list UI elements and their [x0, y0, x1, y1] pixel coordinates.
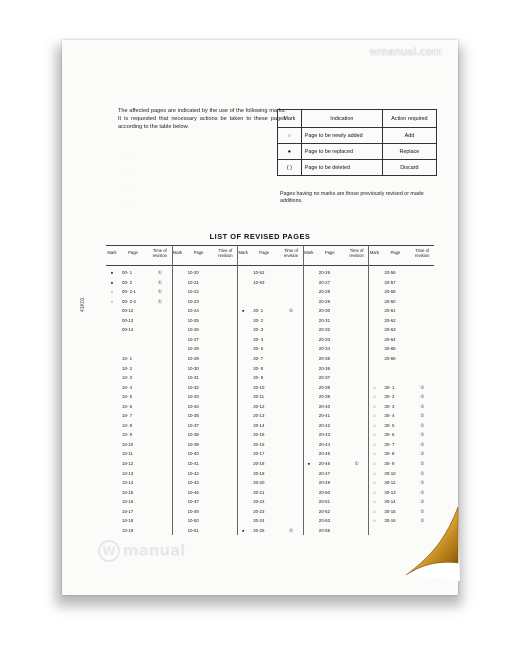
column-divider [303, 245, 304, 535]
row-page: 10-27 [187, 336, 199, 342]
row-page: 10-40 [187, 451, 199, 457]
watermark-w-icon: W [98, 540, 120, 562]
row-page: 10-16 [122, 499, 134, 505]
row-page: 20-55 [318, 527, 331, 533]
row-mark: ○ [373, 518, 376, 524]
legend-action-replace: Replace [382, 144, 436, 160]
row-page: 10-47 [187, 499, 199, 505]
row-page: 10-23 [187, 298, 199, 304]
row-mark: ● [110, 270, 114, 275]
bleed-through-mark: · · · · [122, 186, 133, 192]
row-revision: ① [420, 461, 425, 466]
row-page: 30- 2 [384, 394, 395, 400]
row-page: 10-38 [187, 432, 199, 438]
row-revision: ① [420, 451, 425, 457]
row-page: 10-19 [122, 527, 134, 533]
row-mark: ○ [373, 422, 376, 428]
header-page: Page [390, 250, 401, 255]
row-mark: ○ [373, 441, 376, 447]
row-page: 10- 9 [122, 432, 133, 438]
row-revision: ① [157, 289, 162, 295]
row-page: 30- 7 [384, 441, 395, 447]
row-page: 00-14 [122, 327, 134, 333]
row-page: 20-15 [253, 432, 265, 438]
side-identifier: 41K01 [80, 297, 86, 312]
legend-header-mark: Mark [278, 110, 302, 128]
legend-mark-delete: ( ) [278, 160, 302, 176]
row-page: 20-63 [384, 327, 396, 333]
row-page: 10-43 [187, 480, 199, 486]
bleed-through-mark: · · · [122, 152, 130, 158]
row-page: 10-14 [122, 480, 134, 486]
row-page: 10-28 [187, 346, 199, 352]
header-rev: Time of revision [218, 248, 233, 258]
row-revision: ① [420, 403, 425, 409]
row-page: 10-13 [122, 470, 134, 476]
row-mark: ● [110, 279, 114, 285]
row-page: 30-12 [384, 480, 396, 486]
marks-legend-table [277, 109, 437, 176]
row-page: 10-46 [187, 489, 199, 495]
row-page: 10-41 [187, 461, 199, 466]
row-page: 10-50 [187, 518, 199, 524]
row-mark: ○ [110, 289, 114, 295]
row-page: 20-11 [253, 394, 265, 400]
row-mark: ● [307, 461, 311, 466]
row-page: 10- 7 [122, 413, 133, 419]
header-mark: Mark [107, 250, 117, 255]
row-revision: ① [157, 279, 162, 285]
watermark-top: wmanual.com [369, 47, 442, 58]
row-page: 10-31 [187, 375, 199, 381]
row-mark: ○ [373, 451, 376, 457]
row-page: 20- 6 [253, 346, 264, 352]
row-page: 10-42 [187, 470, 199, 476]
header-mark: Mark [172, 250, 183, 255]
row-page: 20-60 [384, 298, 396, 304]
row-page: 10- 2 [122, 365, 133, 371]
row-page: 10-24 [187, 308, 199, 314]
row-revision: ① [157, 298, 162, 304]
row-page: 20-33 [318, 336, 331, 342]
header-mark: Mark [304, 250, 314, 255]
row-page: 20-36 [318, 365, 331, 371]
legend-indication-delete: Page to be deleted [301, 160, 382, 176]
row-page: 20-17 [253, 451, 265, 457]
row-page: 20-65 [384, 346, 396, 352]
row-mark: ○ [373, 413, 376, 419]
row-mark: ○ [373, 394, 376, 400]
row-page: 20-25 [253, 527, 265, 533]
row-page: 20- 8 [253, 365, 264, 371]
legend-action-delete: Discard [382, 160, 436, 176]
row-revision: ① [420, 489, 425, 495]
column-divider [368, 245, 369, 535]
column-divider [237, 245, 238, 535]
row-page: 10-34 [187, 403, 199, 409]
row-page: 10-33 [187, 394, 199, 400]
row-page: 30- 6 [384, 432, 395, 438]
row-mark: ● [241, 308, 245, 314]
row-page: 20-37 [318, 375, 331, 381]
header-rev: Time of revision [349, 248, 364, 258]
row-revision: ① [354, 461, 359, 466]
row-page: 20-61 [384, 308, 396, 314]
row-page: 00- 2-1 [122, 289, 136, 295]
row-page: 10-22 [187, 289, 199, 295]
row-page: 20-13 [253, 413, 265, 419]
header-page: Page [193, 250, 204, 255]
row-page: 10-53 [253, 279, 265, 285]
row-page: 30-16 [384, 518, 396, 524]
row-page: 20- 2 [253, 317, 264, 323]
row-page: 10-10 [122, 441, 134, 447]
row-page: 30- 9 [384, 461, 395, 466]
legend-mark-replace: ● [278, 144, 302, 160]
row-page: 20-42 [318, 422, 331, 428]
row-page: 20-47 [318, 470, 331, 476]
row-page: 10-25 [187, 317, 199, 323]
row-page: 30-15 [384, 508, 396, 514]
row-page: 20-35 [318, 355, 331, 361]
row-revision: ① [420, 432, 425, 438]
row-page: 20-34 [318, 346, 331, 352]
row-page: 20-44 [318, 441, 331, 447]
row-page: 30-10 [384, 470, 396, 476]
row-page: 20-32 [318, 327, 331, 333]
row-page: 20-19 [253, 470, 265, 476]
header-mark: Mark [238, 250, 248, 255]
row-page: 20-62 [384, 317, 396, 323]
legend-indication-add: Page to be newly added [301, 128, 382, 144]
row-page: 10- 6 [122, 403, 133, 409]
column-divider [172, 245, 173, 535]
row-page: 30-13 [384, 489, 396, 495]
row-mark: ○ [373, 499, 376, 505]
row-page: 20-30 [318, 308, 331, 314]
row-page: 20-57 [384, 279, 396, 285]
row-revision: ① [289, 527, 293, 533]
legend-header-action: Action required [382, 110, 436, 128]
row-mark: ○ [373, 508, 376, 514]
row-mark: ○ [373, 384, 376, 390]
row-page: 20-26 [318, 270, 331, 275]
page-curl-icon [402, 505, 460, 581]
row-page: 10- 5 [122, 394, 133, 400]
row-mark: ○ [373, 480, 376, 486]
row-page: 20-51 [318, 499, 331, 505]
row-page: 10-39 [187, 441, 199, 447]
row-page: 20-52 [318, 508, 331, 514]
row-page: 10-51 [187, 527, 199, 533]
row-page: 20-56 [384, 270, 396, 275]
row-page: 30- 8 [384, 451, 395, 457]
row-page: 10-35 [187, 413, 199, 419]
row-page: 20-27 [318, 279, 331, 285]
legend-header-indication: Indication [301, 110, 382, 128]
row-page: 30- 1 [384, 384, 395, 390]
row-page: 10- 1 [122, 355, 133, 361]
bleed-through-mark: · · · [122, 204, 130, 210]
legend-note: Pages having no marks are those previously revised or made additions. [280, 191, 424, 204]
row-page: 20- 9 [253, 375, 264, 381]
watermark-logo [98, 540, 185, 562]
row-page: 10-49 [187, 508, 199, 514]
row-revision: ① [420, 508, 425, 514]
row-page: 20-53 [318, 518, 331, 524]
row-revision: ① [420, 518, 425, 524]
row-page: 10-11 [122, 451, 133, 457]
row-page: 20-46 [318, 461, 331, 466]
header-page: Page [128, 250, 138, 255]
row-page: 10-29 [187, 355, 199, 361]
row-page: 20-31 [318, 317, 331, 323]
row-revision: ① [420, 441, 425, 447]
row-page: 20-43 [318, 432, 331, 438]
row-page: 00-12 [122, 308, 134, 314]
intro-paragraph: The affected pages are indicated by the use of the following marks. It is requested that necessary actions be taken to these pages according to the table below. [118, 108, 286, 130]
row-revision: ① [157, 270, 162, 275]
list-title: LIST OF REVISED PAGES [209, 232, 311, 241]
row-page: 10-18 [122, 518, 134, 524]
row-page: 20-66 [384, 355, 396, 361]
header-rev: Time of revision [283, 248, 299, 258]
row-page: 20-24 [253, 518, 265, 524]
header-rev: Time of revision [152, 248, 168, 258]
row-mark: ○ [373, 461, 376, 466]
row-page: 20-20 [253, 480, 265, 486]
row-mark: ○ [373, 470, 376, 476]
row-revision: ① [420, 394, 425, 400]
bleed-through-mark: · · · · [122, 168, 133, 174]
header-page: Page [324, 250, 335, 255]
row-page: 10-20 [187, 270, 199, 275]
row-page: 10-12 [122, 461, 134, 466]
row-mark: ○ [110, 298, 114, 304]
row-page: 20-16 [253, 441, 265, 447]
row-mark: ● [241, 527, 245, 533]
row-page: 10-37 [187, 422, 199, 428]
row-page: 20-12 [253, 403, 265, 409]
legend-action-add: Add [382, 128, 436, 144]
row-page: 00- 1 [122, 270, 133, 275]
row-revision: ① [289, 308, 293, 314]
row-page: 00- 2 [122, 279, 133, 285]
row-revision: ① [420, 384, 425, 390]
row-mark: ○ [373, 432, 376, 438]
row-revision: ① [420, 470, 425, 476]
row-page: 10- 4 [122, 384, 133, 390]
row-page: 20-45 [318, 451, 331, 457]
row-page: 20- 4 [253, 336, 264, 342]
row-page: 20-41 [318, 413, 331, 419]
document-page [62, 40, 458, 595]
row-page: 20-38 [318, 384, 331, 390]
row-page: 20-29 [318, 298, 331, 304]
row-page: 20-49 [318, 480, 331, 486]
row-page: 30- 5 [384, 422, 395, 428]
row-mark: ○ [373, 403, 376, 409]
row-revision: ① [420, 413, 425, 419]
row-page: 30- 4 [384, 413, 395, 419]
row-page: 10-21 [187, 279, 199, 285]
row-page: 30- 3 [384, 403, 395, 409]
row-page: 10-32 [187, 384, 199, 390]
row-page: 20-28 [318, 289, 331, 295]
row-page: 10-52 [253, 270, 265, 275]
row-page: 20-64 [384, 336, 396, 342]
row-revision: ① [420, 422, 425, 428]
row-page: 20-39 [318, 394, 331, 400]
row-page: 20- 1 [253, 308, 264, 314]
row-page: 10-26 [187, 327, 199, 333]
row-page: 00- 2-2 [122, 298, 136, 304]
row-page: 20-40 [318, 403, 331, 409]
row-mark: ○ [373, 489, 376, 495]
legend-mark-add: ○ [278, 128, 302, 144]
row-page: 20-10 [253, 384, 265, 390]
row-page: 20-50 [318, 489, 331, 495]
row-page: 20- 3 [253, 327, 264, 333]
row-page: 20-22 [253, 499, 265, 505]
row-page: 10- 8 [122, 422, 133, 428]
legend-indication-replace: Page to be replaced [301, 144, 382, 160]
watermark-bottom-text: manual [123, 541, 186, 560]
row-page: 10-30 [187, 365, 199, 371]
row-page: 20-58 [384, 289, 396, 295]
row-revision: ① [420, 499, 425, 505]
row-page: 20-23 [253, 508, 265, 514]
row-page: 20-21 [253, 489, 265, 495]
row-page: 20-18 [253, 461, 265, 466]
row-page: 20-14 [253, 422, 265, 428]
header-rev: Time of revision [414, 248, 430, 258]
row-page: 10- 3 [122, 375, 133, 381]
row-revision: ① [420, 480, 425, 486]
header-mark: Mark [369, 250, 380, 255]
row-page: 10-17 [122, 508, 134, 514]
row-page: 00-13 [122, 317, 134, 323]
header-page: Page [259, 250, 270, 255]
row-page: 20- 7 [253, 355, 264, 361]
row-page: 30-14 [384, 499, 396, 505]
row-page: 10-15 [122, 489, 134, 495]
